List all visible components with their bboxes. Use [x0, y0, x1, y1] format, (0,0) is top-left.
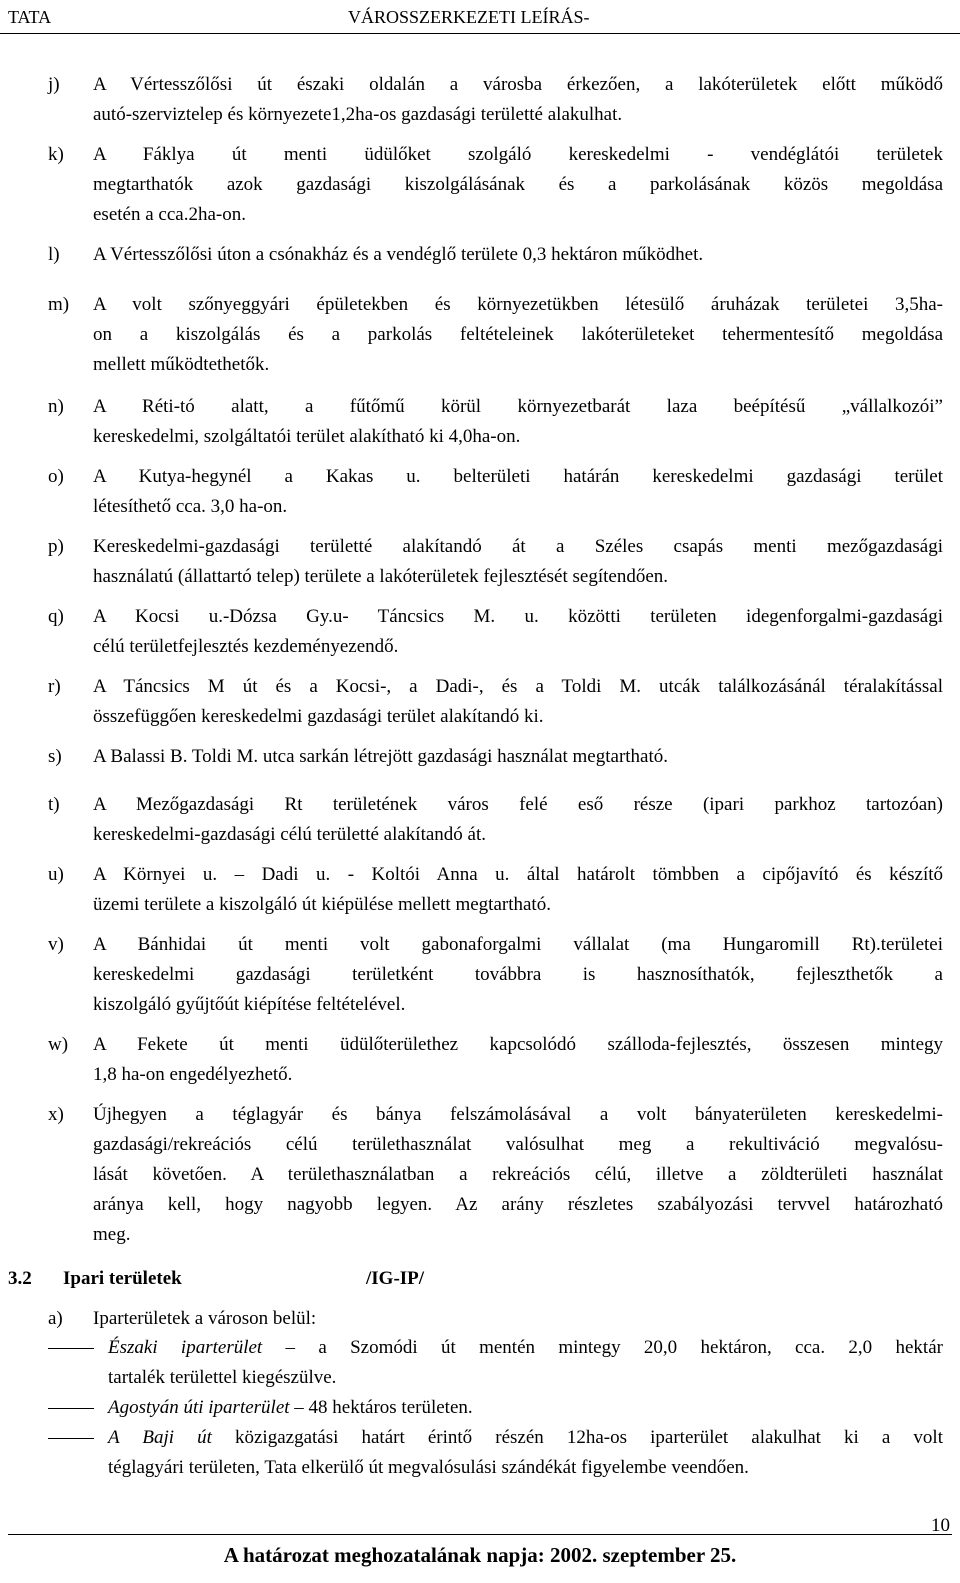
text-line: használatú (állattartó telep) területe a lakóterületek fejlesztését segítendően. [93, 566, 669, 587]
text-line: A Kocsi u.-Dózsa Gy.u- Táncsics M. u. közötti területen idegenforgalmi-gazdasági [93, 606, 943, 627]
list-item-text [93, 860, 943, 920]
dash-bullet [48, 1438, 94, 1439]
header-title: VÁROSSZERKEZETI LEÍRÁS- [348, 7, 590, 27]
text-line: A Környei u. – Dadi u. - Koltói Anna u. által határolt tömbben a cipőjavító és készítő [93, 864, 943, 885]
list-item-text [93, 290, 943, 380]
list-item-text [93, 602, 943, 662]
text-line: kereskedelmi-gazdasági célú területté alakítandó át. [93, 824, 487, 845]
text-line: aránya kell, hogy nagyobb legyen. Az arány részletes szabályozási tervvel határozható [93, 1194, 943, 1215]
text-line: kereskedelmi gazdasági területként továbbra is hasznosíthatók, fejleszthetők a [93, 964, 943, 985]
list-item-text [93, 1100, 943, 1250]
text-line: mellett működtethetők. [93, 354, 270, 375]
dash-item-text [108, 1393, 943, 1423]
text-line: létesíthető cca. 3,0 ha-on. [93, 496, 288, 517]
list-item-mark: n) [48, 396, 64, 417]
dash-line-1 [108, 1333, 943, 1363]
text-line: A Mezőgazdasági Rt területének város felé eső része (ipari parkhoz tartozóan) [93, 794, 943, 815]
section-code: /IG-IP/ [366, 1268, 425, 1289]
sub-item-text: Iparterületek a városon belül: [93, 1308, 317, 1329]
list-item-mark: m) [48, 294, 70, 315]
page-number: 10 [931, 1515, 950, 1536]
header-left: TATA [8, 7, 52, 27]
list-item-text [93, 790, 943, 850]
list-item-mark: l) [48, 244, 60, 265]
list-item-text [93, 1030, 943, 1090]
text-line: üzemi területe a kiszolgáló út kiépülése mellett megtartható. [93, 894, 551, 915]
list-item-mark: s) [48, 746, 62, 767]
text-line: célú területfejlesztés kezdeményezendő. [93, 636, 399, 657]
dash-bullet [48, 1348, 94, 1349]
footer-date: A határozat meghozatalának napja: 2002. szeptember 25. [223, 1543, 737, 1567]
list-item-text [93, 742, 943, 772]
list-item-mark: k) [48, 144, 64, 165]
list-item-mark: r) [48, 676, 61, 697]
list-item-mark: o) [48, 466, 64, 487]
sub-item-mark: a) [48, 1308, 63, 1329]
text-line: A Kutya-hegynél a Kakas u. belterületi határán kereskedelmi gazdasági terület [93, 466, 943, 487]
text-line: A Réti-tó alatt, a fűtőmű körül környezetbarát laza beépítésű „vállalkozói” [93, 396, 943, 417]
list-item-mark: j) [48, 74, 60, 95]
list-item-mark: q) [48, 606, 64, 627]
list-item-text [93, 462, 943, 522]
dash-italic-term: A Baji út [108, 1427, 212, 1448]
text-line: A Balassi B. Toldi M. utca sarkán létrejött gazdasági használat megtartható. [93, 746, 669, 767]
text-line: meg. [93, 1224, 131, 1245]
text-line: A Fekete út menti üdülőterülethez kapcsolódó szálloda-fejlesztés, összesen mintegy [93, 1034, 943, 1055]
dash-italic-term: Agostyán úti iparterület [108, 1397, 290, 1418]
text-line: esetén a cca.2ha-on. [93, 204, 246, 225]
text-line: A Bánhidai út menti volt gabonaforgalmi vállalat (ma Hungaromill Rt).területei [93, 934, 943, 955]
text-line: 1,8 ha-on engedélyezhető. [93, 1064, 293, 1085]
list-item-mark: t) [48, 794, 60, 815]
text-line: megtarthatók azok gazdasági kiszolgálásának és a parkolásának közös megoldása [93, 174, 943, 195]
dash-line-2: tartalék területtel kiegészülve. [108, 1367, 337, 1388]
list-item-text [93, 392, 943, 452]
text-line: kiszolgáló gyűjtőút kiépítése feltételével. [93, 994, 406, 1015]
text-line: kereskedelmi, szolgáltatói terület alakítható ki 4,0ha-on. [93, 426, 521, 447]
list-item-mark: x) [48, 1104, 64, 1125]
dash-rest: – 48 hektáros területen. [289, 1397, 473, 1418]
list-item-text [93, 140, 943, 230]
list-item-mark: v) [48, 934, 64, 955]
text-line: A volt szőnyeggyári épületekben és környezetükben létesülő áruházak területei 3,5ha- [93, 294, 943, 315]
dash-item-text [108, 1333, 943, 1388]
header-rule [0, 33, 960, 34]
list-item-text [93, 930, 943, 1020]
text-line: A Vértesszőlősi út északi oldalán a városba érkezően, a lakóterületek előtt működő [93, 74, 943, 95]
text-line: lását követően. A területhasználatban a rekreációs célú, illetve a zöldterületi használat [93, 1164, 943, 1185]
list-item-text [93, 672, 943, 732]
text-line: A Táncsics M út és a Kocsi-, a Dadi-, és a Toldi M. utcák találkozásánál téralakítással [93, 676, 943, 697]
dash-italic-term: Északi iparterület [108, 1337, 263, 1358]
list-item-mark: w) [48, 1034, 69, 1055]
list-item-mark: p) [48, 536, 64, 557]
footer-rule [8, 1534, 952, 1535]
page-header [8, 2, 952, 28]
dash-rest: – a Szomódi út mentén mintegy 20,0 hektáron, cca. 2,0 hektár [262, 1337, 943, 1358]
list-item-text [93, 70, 943, 130]
list-item-mark: u) [48, 864, 64, 885]
dash-line-2: téglagyári területen, Tata elkerülő út megvalósulási szándékát figyelembe veendően. [108, 1457, 749, 1478]
section-title: Ipari területek [63, 1268, 182, 1289]
dash-item-text [108, 1423, 943, 1478]
dash-line-1 [108, 1423, 943, 1453]
text-line: Kereskedelmi-gazdasági területté alakítandó át a Széles csapás menti mezőgazdasági [93, 536, 943, 557]
section-number: 3.2 [8, 1268, 32, 1289]
dash-line-1 [108, 1393, 943, 1423]
text-line: A Vértesszőlősi úton a csónakház és a vendéglő területe 0,3 hektáron működhet. [93, 244, 704, 265]
dash-rest: közigazgatási határt érintő részén 12ha-os iparterület alakulhat ki a volt [211, 1427, 943, 1448]
list-item-text [93, 240, 943, 270]
text-line: A Fáklya út menti üdülőket szolgáló kereskedelmi - vendéglátói területek [93, 144, 943, 165]
dash-bullet [48, 1408, 94, 1409]
list-item-text [93, 532, 943, 592]
text-line: on a kiszolgálás és a parkolás feltételeinek lakóterületeket tehermentesítő megoldása [93, 324, 943, 345]
text-line: gazdasági/rekreációs célú területhasználat valósulhat meg a rekultiváció megvalósu- [93, 1134, 943, 1155]
text-line: Újhegyen a téglagyár és bánya felszámolásával a volt bányaterületen kereskedelmi- [93, 1104, 943, 1125]
text-line: autó-szerviztelep és környezete1,2ha-os gazdasági területté alakulhat. [93, 104, 623, 125]
text-line: összefüggően kereskedelmi gazdasági terület alakítandó ki. [93, 706, 544, 727]
